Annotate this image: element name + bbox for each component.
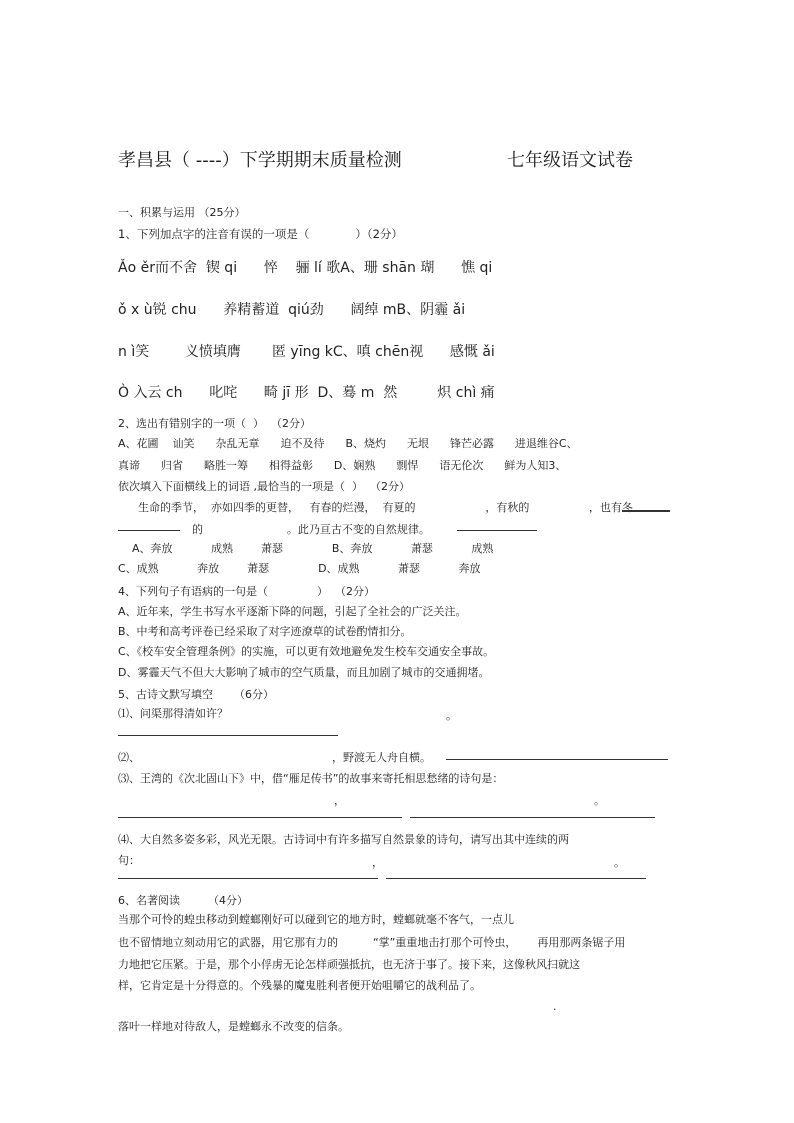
question-4-option-c: C、《校车安全管理条例》的实施，可以更有效地避免发生校车交通安全事故。 [118, 645, 495, 658]
question-1-line-d: Ò 入云 ch 叱咤 畸 jī 形 D、蓦 m 然 炽 chì 痛 [118, 385, 495, 401]
question-4-option-a: A、近年来，学生书写水平逐渐下降的问题，引起了全社会的广泛关注。 [118, 605, 467, 618]
question-3-options-ab: A、奔放 成熟 萧瑟 B、奔放 萧瑟 成熟 [132, 542, 494, 555]
question-1-line-a: Ǎo ěr而不舍 锲 qi 悴 骊 lí 歌A、珊 shān 瑚 憔 qi [118, 260, 493, 276]
question-5-item-4-end: 。 [614, 856, 625, 869]
question-5-item-4-b: 句： [118, 854, 140, 867]
question-5-item-3-end: 。 [594, 794, 605, 807]
answer-blank [118, 735, 338, 736]
section-heading: 一、积累与运用 （25分） [118, 206, 246, 219]
answer-blank [118, 530, 180, 531]
question-3-passage-2: 的 。此乃亘古不变的自然规律。 [192, 523, 430, 536]
question-4-option-b: B、中考和高考评卷已经采取了对字迹潦草的试卷酌情扣分。 [118, 625, 412, 638]
question-5-item-4-comma: ， [372, 856, 383, 869]
answer-blank [118, 817, 402, 818]
question-5-item-1-end: 。 [446, 709, 457, 722]
answer-blank [446, 759, 668, 760]
reading-paragraph-line-5: 落叶一样地对待敌人，是螳螂永不改变的信条。 [118, 1020, 349, 1033]
question-5-item-3: ⑶、王湾的《次北固山下》中，借“雁足传书”的故事来寄托相思愁绪的诗句是： [118, 772, 504, 785]
answer-blank [410, 817, 655, 818]
question-1-line-b: ǒ x ù锐 chu 养精蓄道 qiú劲 阔绰 mB、阴霾 ǎi [118, 302, 466, 318]
question-4-option-d: D、雾霾天气不但大大影响了城市的空气质量，而且加剧了城市的交通拥堵。 [118, 666, 490, 679]
stray-dot: . [553, 1000, 557, 1013]
answer-blank [118, 878, 378, 879]
answer-blank [622, 510, 670, 512]
exam-title-right: 七年级语文试卷 [507, 150, 633, 171]
reading-paragraph-line-4: 样，它肯定是十分得意的。个残暴的魔鬼胜利者便开始咀嚼它的战利品了。 [118, 979, 481, 992]
question-2-stem: 2、选出有错别字的一项（ ） （2分） [118, 417, 311, 430]
question-4-stem: 4、下列句子有语病的一句是（ ） （2分） [118, 585, 375, 598]
question-5-item-2: ⑵、 [118, 751, 140, 764]
question-6-stem: 6、名著阅读 （4分） [118, 894, 248, 907]
exam-title-left: 孝昌县（ ----）下学期期末质量检测 [118, 150, 402, 171]
question-5-item-1: ⑴、问渠那得清如许？ [118, 707, 228, 720]
question-3-options-cd: C、成熟 奔放 萧瑟 D、成熟 萧瑟 奔放 [118, 562, 481, 575]
question-5-item-4: ⑷、大自然多姿多彩，风光无限。古诗词中有许多描写自然景象的诗句，请写出其中连续的两 [118, 833, 569, 846]
question-5-stem: 5、古诗文默写填空 （6分） [118, 688, 274, 701]
question-5-item-3-comma: ， [334, 794, 345, 807]
question-5-item-2-text: ，野渡无人舟自横。 [332, 751, 431, 764]
reading-paragraph-line-3: 力地把它压紧。于是，那个小俘虏无论怎样顽强抵抗，也无济于事了。接下来，这像秋风扫就这 [118, 958, 580, 971]
reading-paragraph-line-1: 当那个可怜的蝗虫移动到螳螂刚好可以碰到它的地方时，螳螂就毫不客气，一点儿 [118, 913, 514, 926]
reading-paragraph-line-2: 也不留情地立刻动用它的武器，用它那有力的 “掌”重重地击打那个可怜虫， 再用那两条锯子用 [118, 936, 626, 949]
question-3-passage-1: 生命的季节， 亦如四季的更替， 有春的烂漫， 有夏的 ，有秋的 ，也有冬 [138, 501, 633, 514]
question-1-stem: 1、下列加点字的注音有误的一项是（ ）（2分） [118, 227, 403, 241]
answer-blank [457, 530, 537, 531]
question-2-options-line-2: 真谛 归省 略胜一筹 相得益彰 D、娴熟 剽悍 语无伦次 鲜为人知3、 [118, 459, 567, 472]
question-3-stem: 依次填入下面横线上的词语 ,最恰当的一项是（ ） （2分） [118, 480, 410, 493]
question-2-options-line-1: A、花圃 讪笑 杂乱无章 迫不及待 B、烧灼 无垠 锋芒必露 进退维谷C、 [118, 437, 578, 450]
answer-blank [386, 878, 646, 879]
question-1-line-c: n ì笑 义愤填膺 匿 yīng kC、嗔 chēn视 感慨 ǎi [118, 344, 495, 360]
